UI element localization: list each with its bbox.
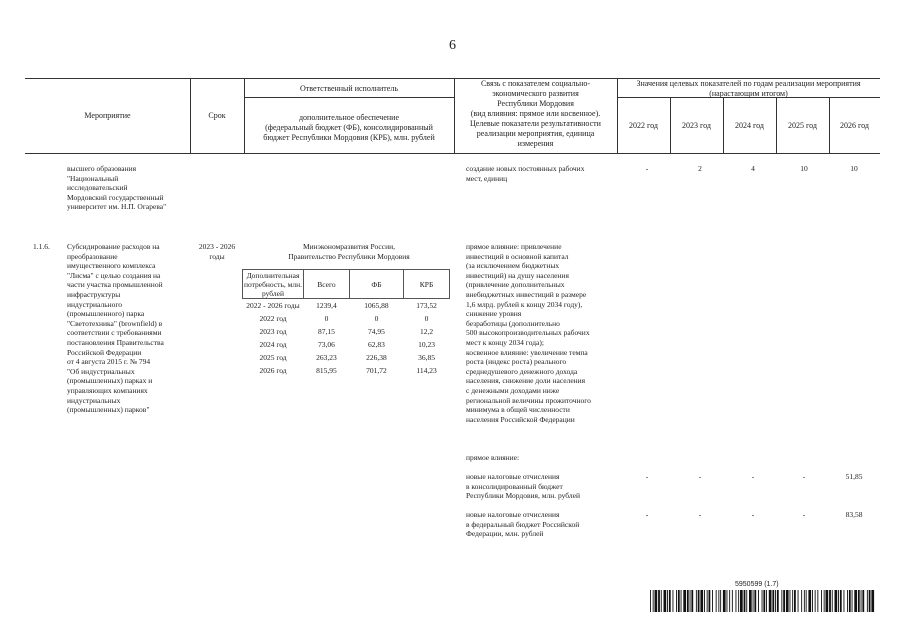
row1-value: 10 [850,164,858,173]
barcode-bar [840,590,842,612]
header-year: 2023 год [682,121,711,130]
barcode-bar [832,590,833,612]
barcode-bar [687,590,689,612]
barcode-bar [716,590,717,612]
barcode-bar [792,590,793,612]
financing-cell: 2022 - 2026 годы [246,301,300,310]
barcode-bar [678,590,680,612]
row2-term: 2023 - 2026 годы [198,242,236,261]
barcode-bar [676,590,677,612]
row1-measure: высшего образования "Национальный исследовательский Мордовский государственный университет им. Н.П. Огарева" [67,164,167,212]
barcode-bar [849,590,851,612]
barcode-bar [871,590,874,612]
header-year: 2026 год [840,121,869,130]
barcode-bar [798,590,799,612]
tax1-value: - [645,472,649,481]
responsible-sub-border [244,97,454,98]
barcode-bar [738,590,739,612]
header-link: Связь с показателем социально- экономического развития Республики Мордовия (вид влияния: прямое или косвенное). Целевые показатели результативности реализации мероприятия, единица измерения [470,79,601,148]
barcode-bar [844,590,845,612]
barcode-bar [867,590,868,612]
financing-cell: 114,23 [416,366,437,375]
barcode-bar [783,590,785,612]
barcode-bar [712,590,713,612]
financing-cell: 2026 год [259,366,287,375]
financing-cell: 73,06 [318,340,335,349]
barcode-bar [709,590,711,612]
barcode-bar [669,590,671,612]
barcode-bar [746,590,747,612]
barcode-bar [790,590,791,612]
barcode-bar [691,590,693,612]
page-number: 6 [449,38,456,53]
tax2-value: - [751,510,755,519]
barcode-bar [769,590,772,612]
row1-indicator: создание новых постоянных рабочих мест, единиц [466,164,585,183]
barcode-bar [861,590,862,612]
tax2-value: - [645,510,649,519]
barcode-bar [720,590,721,612]
financing-cell: 10,23 [418,340,435,349]
barcode-bar [698,590,700,612]
barcode-bar [740,590,743,612]
barcode-bar [664,590,667,612]
barcode-bar [862,590,864,612]
barcode-bar [824,590,825,612]
header-values-title: Значения целевых показателей по годам реализации мероприятия (нарастающим итогом) [636,79,861,98]
barcode-bar [727,590,728,612]
row1-value: 4 [751,164,755,173]
financing-row [243,338,450,351]
barcode-bar [762,590,763,612]
barcode-bar [781,590,782,612]
header-measure: Мероприятие [84,111,131,120]
header-responsible: Ответственный исполнитель [300,84,398,93]
barcode-bar [786,590,789,612]
barcode-bar [858,590,860,612]
barcode-bar [812,590,813,612]
header-year: 2024 год [735,121,764,130]
financing-cell: 74,95 [368,327,385,336]
barcode-bar [707,590,708,612]
financing-cell: 173,52 [416,301,437,310]
header-year: 2025 год [788,121,817,130]
tax2-value: - [698,510,702,519]
barcode-bar [729,590,730,612]
table-header-bottom-border [25,153,880,154]
barcode [650,590,875,612]
row2-responsible: Минэкономразвития России, Правительство Республики Мордовия [288,242,410,261]
barcode-bar [683,590,686,612]
row2-number: 1.1.6. [33,242,50,251]
barcode-bar [869,590,871,612]
barcode-bar [829,590,831,612]
financing-cell: 0 [424,314,429,323]
financing-table [242,269,450,377]
barcode-bar [753,590,754,612]
barcode-bar [655,590,658,612]
barcode-bar [661,590,662,612]
barcode-bar [826,590,829,612]
barcode-bar [806,590,807,612]
financing-cell: 12,2 [419,327,434,336]
barcode-bar [696,590,697,612]
barcode-bar [804,590,805,612]
financing-cell: 0 [324,314,329,323]
barcode-bar [835,590,838,612]
financing-cell: 36,85 [418,353,435,362]
financing-header-cell: Дополнительная потребность, млн. рублей [243,270,303,298]
tax2-value: 83,58 [845,510,863,519]
barcode-bar [772,590,774,612]
tax2-value: - [802,510,806,519]
barcode-bar [744,590,746,612]
barcode-bar [754,590,756,612]
financing-row [243,299,450,313]
barcode-bar [821,590,822,612]
barcode-bar [673,590,674,612]
barcode-bar [758,590,759,612]
barcode-bar [854,590,857,612]
row2-indicator: прямое влияние: привлечение инвестиций в основной капитал (за исключением бюджетных инвестиций) на душу населения (привлечение дополнительных внебюджетных инвестиций в размере 1,6 млрд. рублей к концу 2034 году), снижение уровня безработицы (дополнительно 500 высокопроизводительных рабочих мест к концу 2034 года); косвенное влияние: увеличение темпа роста (индекс роста) реального среднедушевого денежного дохода населения, снижение доли населения с денежными доходами ниже региональной величины прожиточного минимума в общей численности населения Российской Федерации [466,242,591,424]
tax1-value: 51,85 [845,472,863,481]
tax1-value: - [698,472,702,481]
financing-row [243,364,450,377]
barcode-bar [704,590,705,612]
financing-cell: 1239,4 [316,301,337,310]
barcode-bar [808,590,811,612]
financing-header-row [243,270,450,299]
financing-header-cell: КРБ [404,270,450,299]
barcode-bar [852,590,853,612]
barcode-bar [653,590,654,612]
barcode-bar [838,590,839,612]
barcode-bar [801,590,802,612]
barcode-bar [732,590,733,612]
financing-cell: 2023 год [259,327,287,336]
row1-value: 10 [800,164,808,173]
financing-row [243,325,450,338]
barcode-bar [667,590,668,612]
barcode-bar [794,590,796,612]
barcode-bar [766,590,767,612]
row2-measure: Субсидирование расходов на преобразование имущественного комплекса "Лисма" с целью создания на части участка промышленной инфраструктуры индустриального (промышленного) парка "Светотехника" (brownfield) в соответствии с требованиями постановления Правительства Российской Федерации от 4 августа 2015 г. № 794 "Об индустриальных (промышленных) парках и управляющих компаниях индустриальных (промышленных) парков" [67,242,164,415]
financing-row [243,351,450,364]
financing-cell: 2025 год [259,353,287,362]
financing-row [243,312,450,325]
barcode-bar [658,590,660,612]
barcode-bar [777,590,779,612]
financing-cell: 0 [374,314,379,323]
financing-cell: 1065,88 [364,301,389,310]
financing-cell: 87,15 [318,327,335,336]
header-year: 2022 год [629,121,658,130]
tax1-value: - [802,472,806,481]
financing-cell: 2024 год [259,340,287,349]
barcode-number: 5950599 (1.7) [735,581,779,588]
row2-direct-label: прямое влияние: [466,453,520,462]
financing-header-cell: ФБ [349,270,403,299]
financing-cell: 701,72 [366,366,387,375]
barcode-bar [847,590,848,612]
row1-value: - [645,164,649,173]
financing-cell: 263,23 [316,353,337,362]
tax2-indicator: новые налоговые отчисления в федеральный бюджет Российской Федерации, млн. рублей [466,510,580,539]
barcode-bar [815,590,816,612]
financing-cell: 226,38 [366,353,387,362]
row1-value: 2 [698,164,702,173]
barcode-bar [718,590,719,612]
barcode-bar [650,590,651,612]
barcode-bar [681,590,682,612]
header-financing: дополнительное обеспечение (федеральный бюджет (ФБ), консолидированный бюджет Республики Мордовия (КРБ), млн. рублей [263,113,435,142]
financing-cell: 2022 год [259,314,287,323]
financing-header-cell: Всего [304,270,350,299]
barcode-bar [749,590,752,612]
financing-cell: 62,83 [368,340,385,349]
barcode-bar [690,590,691,612]
barcode-bar [817,590,818,612]
financing-cell: 815,95 [316,366,337,375]
barcode-bar [723,590,726,612]
barcode-bar [775,590,776,612]
tax1-value: - [751,472,755,481]
barcode-bar [763,590,765,612]
barcode-bar [700,590,703,612]
header-term: Срок [208,111,226,120]
tax1-indicator: новые налоговые отчисления в консолидированный бюджет Республики Мордовия, млн. рублей [466,472,580,501]
barcode-bar [736,590,737,612]
